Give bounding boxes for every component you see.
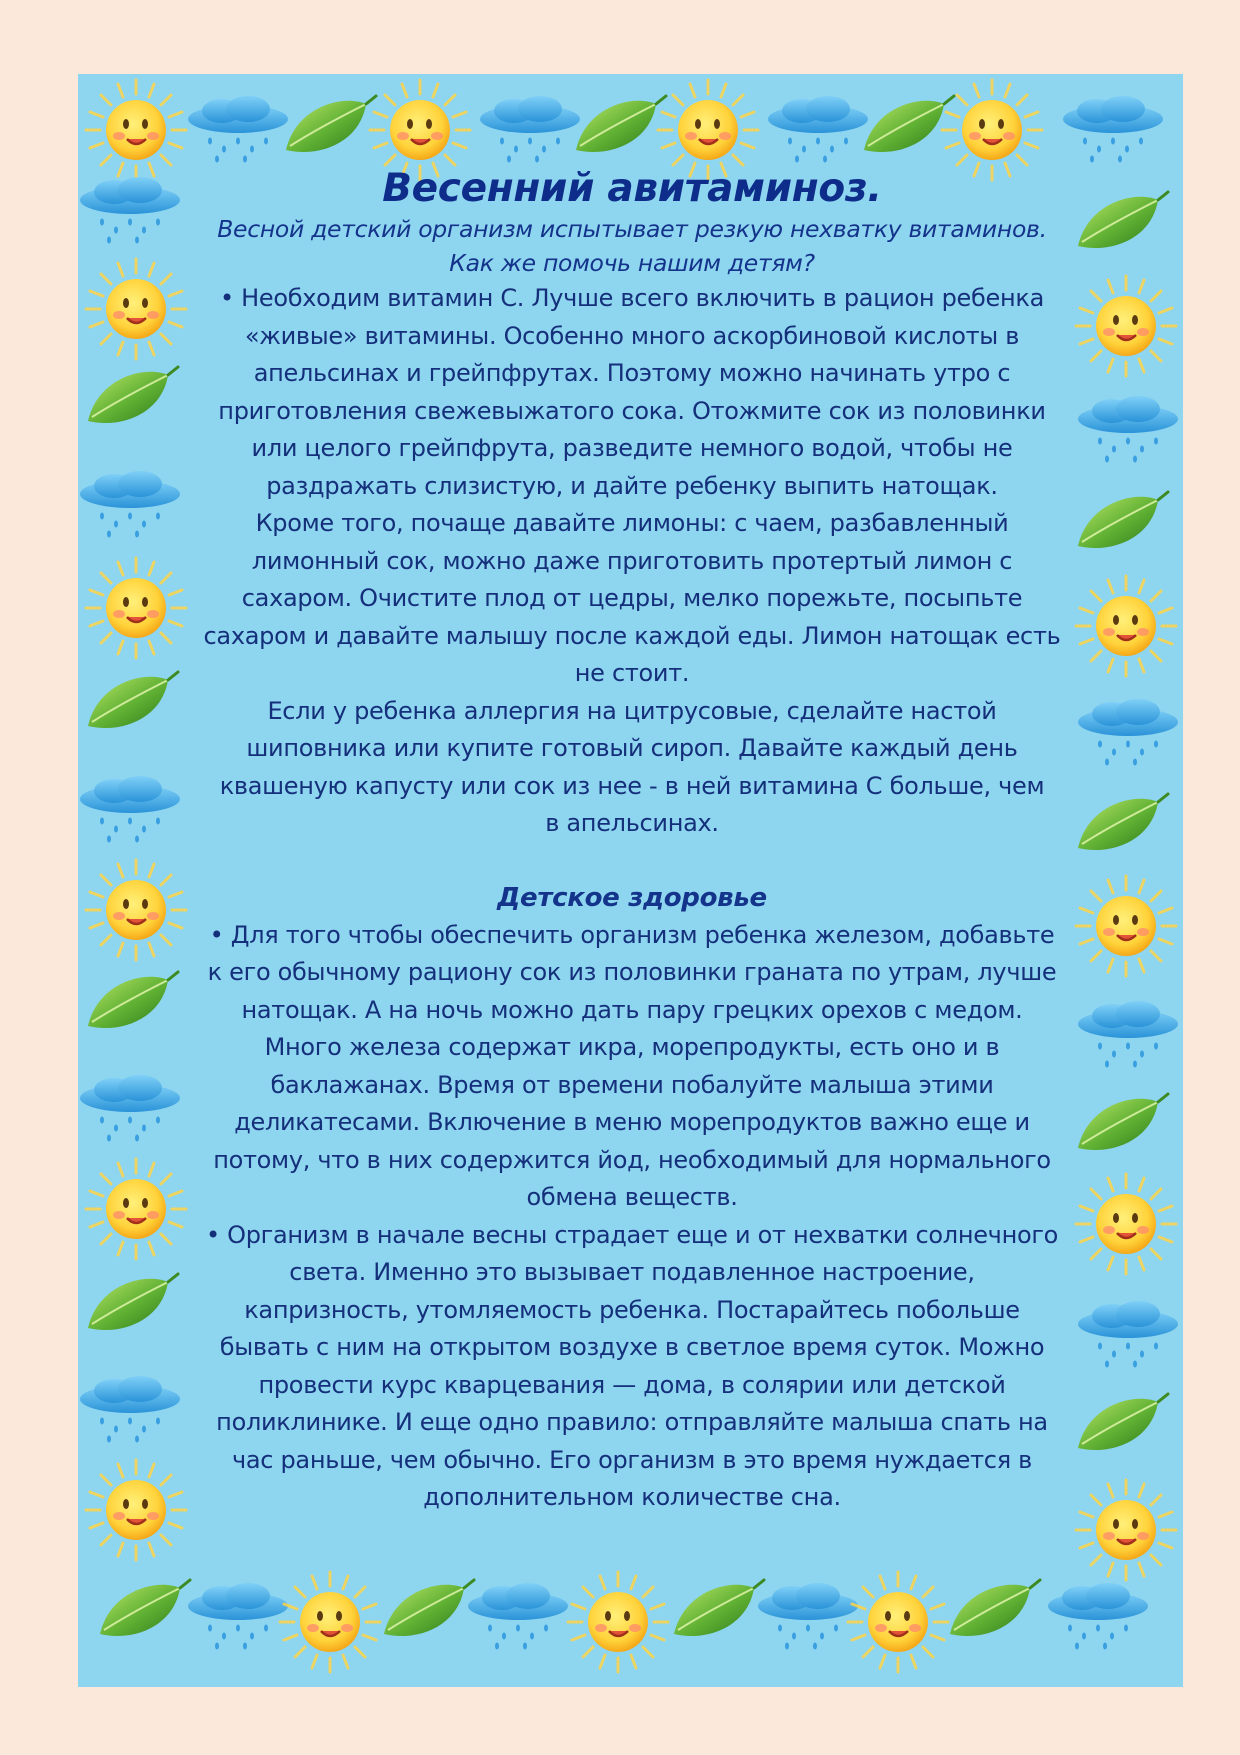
text-line: «живые» витамины. Особенно много аскорбиновой кислоты в [244,321,1020,350]
cloud-rain-icon [758,1583,858,1650]
text-line: поликлинике. И еще одно правило: отправляйте малыша спать на [216,1408,1048,1436]
leaf-icon [674,1580,764,1636]
sun-icon [658,80,758,180]
text-line: • Необходим витамин С. Лучше всего включить в рацион ребенка [219,284,1044,312]
sun-icon [86,80,186,180]
sun-icon [568,1572,668,1672]
text-line: раздражать слизистую, и дайте ребенку выпить натощак. [266,471,998,500]
text-line: или целого грейпфрута, разведите немного водой, чтобы не [251,434,1013,462]
cloud-rain-icon [188,96,288,163]
leaf-icon [950,1580,1040,1636]
subtitle-line: Как же помочь нашим детям? [449,249,815,277]
leaf-icon [384,1580,474,1636]
text-line: • Организм в начале весны страдает еще и от нехватки солнечного [205,1220,1059,1249]
text-line: лимонный сок, можно даже приготовить протертый лимон с [251,546,1013,575]
section-vitamin-c [162,280,1102,843]
sun-icon [942,80,1042,180]
text-line: час раньше, чем обычно. Его организм в это время нуждается в [231,1445,1033,1474]
text-line: апельсинах и грейпфрутах. Поэтому можно начинать утро с [253,359,1011,387]
text-line: капризность, утомляемость ребенка. Постарайтесь побольше [244,1295,1020,1324]
poster [78,74,1183,1687]
page-title: Весенний авитаминоз. [382,166,882,211]
text-line: Кроме того, почаще давайте лимоны: с чаем, разбавленный [255,509,1009,537]
leaf-icon [100,1580,190,1636]
text-line: к его обычному рациону сок из половинки граната по утрам, лучше [207,958,1057,986]
subtitle [162,212,1102,280]
text-line: не стоит. [574,659,690,687]
cloud-rain-icon [188,1583,288,1650]
cloud-rain-icon [768,96,868,163]
text-line: Если у ребенка аллергия на цитрусовые, сделайте настой [267,696,997,725]
subtitle-line: Весной детский организм испытывает резкую нехватку витаминов. [217,215,1047,243]
text-line: • Для того чтобы обеспечить организм ребенка железом, добавьте [209,920,1055,949]
article [162,166,1102,1517]
cloud-rain-icon [1063,96,1163,163]
text-line: квашеную капусту или сок из нее - в ней витамина С больше, чем [219,771,1045,800]
sun-icon [370,80,470,180]
text-line: в апельсинах. [545,809,719,837]
text-line: света. Именно это вызывает подавленное настроение, [289,1258,975,1286]
cloud-rain-icon [468,1583,568,1650]
cloud-rain-icon [1048,1583,1148,1650]
leaf-icon [286,96,376,152]
sun-icon [280,1572,380,1672]
text-line: деликатесами. Включение в меню морепродуктов важно еще и [234,1108,1030,1136]
text-line: потому, что в них содержится йод, необходимый для нормального [213,1145,1051,1174]
leaf-icon [576,96,666,152]
text-line: сахаром и давайте малышу после каждой еды. Лимон натощак есть [203,621,1061,650]
text-line: Много железа содержат икра, морепродукты, есть оно и в [264,1033,1000,1061]
leaf-icon [864,96,954,152]
text-line: баклажанах. Время от времени побалуйте малыша этими [270,1070,994,1099]
section-title: Детское здоровье [497,882,767,913]
sun-icon [848,1572,948,1672]
text-line: провести курс кварцевания — дома, в солярии или детской [258,1370,1006,1399]
text-line: натощак. А на ночь можно дать пару грецких орехов с медом. [241,995,1023,1024]
text-line: дополнительном количестве сна. [423,1483,841,1511]
section-childrens-health [162,917,1102,1517]
text-line: бывать с ним на открытом воздухе в светлое время суток. Можно [219,1333,1045,1361]
text-line: шиповника или купите готовый сироп. Давайте каждый день [246,734,1018,762]
text-line: приготовления свежевыжатого сока. Отожмите сок из половинки [218,396,1046,425]
cloud-rain-icon [480,96,580,163]
text-line: сахаром. Очистите плод от цедры, мелко порежьте, посыпьте [241,584,1023,612]
text-line: обмена веществ. [526,1183,738,1211]
